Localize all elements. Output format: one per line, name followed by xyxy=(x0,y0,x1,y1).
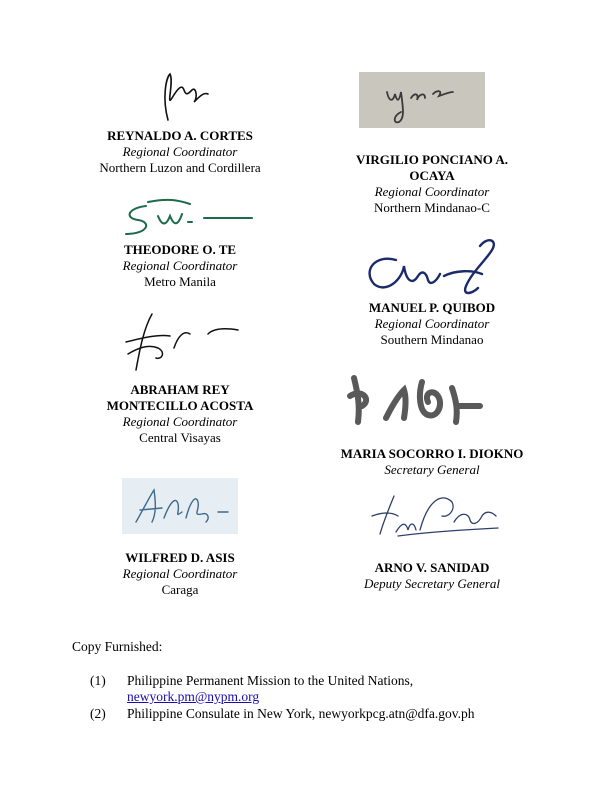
item-number: (2) xyxy=(90,706,106,721)
signatory-role: Regional Coordinator xyxy=(374,184,490,199)
signatory-name-cont: MONTECILLO ACOSTA xyxy=(106,398,254,413)
signatory-region: Caraga xyxy=(161,582,199,597)
signatory-role: Regional Coordinator xyxy=(374,316,490,331)
signature-diokno xyxy=(340,366,510,434)
signatory-name: REYNALDO A. CORTES xyxy=(107,128,253,143)
signature-asis xyxy=(122,478,238,534)
signatory-region: Southern Mindanao xyxy=(380,332,484,347)
signatory-block-sanidad xyxy=(312,560,552,592)
signatory-block-quibod xyxy=(312,300,552,348)
copy-furnished-item-2 xyxy=(90,706,570,724)
signature-ocaya xyxy=(359,72,485,128)
signatory-name-cont: OCAYA xyxy=(409,168,455,183)
signatory-name: ARNO V. SANIDAD xyxy=(374,560,490,575)
signatory-block-diokno xyxy=(300,446,564,478)
signature-acosta xyxy=(118,308,248,374)
signatory-role: Regional Coordinator xyxy=(122,566,238,581)
copy-furnished-title: Copy Furnished: xyxy=(72,639,163,654)
item-text: Philippine Consulate in New York, newyorkpcg.atn@dfa.gov.ph xyxy=(127,706,475,721)
signatory-region: Metro Manila xyxy=(144,274,216,289)
signatory-name: MARIA SOCORRO I. DIOKNO xyxy=(340,446,524,461)
signatory-name: THEODORE O. TE xyxy=(123,242,237,257)
signatory-block-te xyxy=(60,242,300,290)
signatory-block-ocaya xyxy=(312,152,552,216)
signatory-block-acosta xyxy=(60,382,300,446)
signature-te xyxy=(118,196,258,240)
signatory-block-cortes xyxy=(60,128,300,176)
signatory-block-asis xyxy=(60,550,300,598)
signatory-region: Central Visayas xyxy=(139,430,221,445)
signatory-name: WILFRED D. ASIS xyxy=(125,550,235,565)
signatory-role: Deputy Secretary General xyxy=(364,576,500,591)
signatory-role: Secretary General xyxy=(384,462,480,477)
signatory-region: Northern Luzon and Cordillera xyxy=(99,160,261,175)
item-text: Philippine Permanent Mission to the United Nations, xyxy=(127,673,414,688)
email-link[interactable]: newyork.pm@nypm.org xyxy=(127,689,260,704)
signatory-role: Regional Coordinator xyxy=(122,258,238,273)
signatory-name: MANUEL P. QUIBOD xyxy=(368,300,496,315)
signatory-name: ABRAHAM REY xyxy=(130,382,230,397)
signatory-role: Regional Coordinator xyxy=(122,144,238,159)
signature-sanidad xyxy=(358,486,508,546)
signatory-role: Regional Coordinator xyxy=(122,414,238,429)
item-number: (1) xyxy=(90,673,106,688)
copy-furnished-item-1 xyxy=(90,673,570,707)
signatory-name: VIRGILIO PONCIANO A. xyxy=(355,152,509,167)
signature-cortes xyxy=(148,68,218,124)
signatory-region: Northern Mindanao-C xyxy=(374,200,490,215)
signature-quibod xyxy=(356,230,506,298)
